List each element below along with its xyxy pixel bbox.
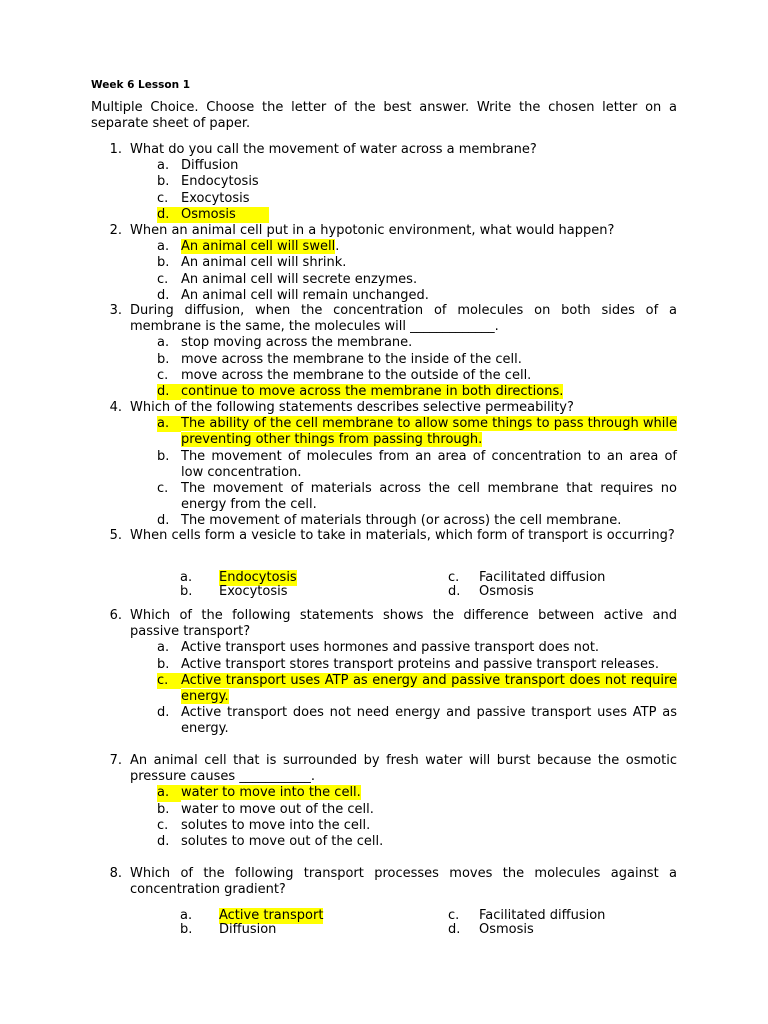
option-text: solutes to move into the cell. [181, 817, 371, 833]
option-c [157, 817, 677, 834]
option-text-highlighted: An animal cell will swell [181, 239, 336, 255]
question-1 [91, 142, 677, 223]
option-text: Exocytosis [181, 190, 250, 206]
question-number: 1. [109, 142, 122, 157]
question-4 [91, 400, 677, 530]
question-2 [91, 223, 677, 304]
option-suffix: . [335, 239, 340, 255]
option-d-highlighted [157, 206, 269, 223]
instructions: Multiple Choice. Choose the letter of the best answer. Write the chosen letter on a separate sheet of paper. [91, 100, 677, 132]
option-letter: c. [157, 367, 169, 383]
question-number: 2. [109, 223, 122, 238]
options-grid [91, 570, 677, 604]
page-title: Week 6 Lesson 1 [91, 79, 191, 91]
option-text: continue to move across the membrane in both directions. [181, 384, 564, 400]
option-letter: b. [180, 922, 193, 937]
option-text: move across the membrane to the inside of the cell. [181, 351, 522, 367]
option-b [157, 448, 677, 481]
option-text: Facilitated diffusion [479, 570, 606, 585]
question-number: 4. [109, 400, 122, 415]
option-letter: c. [157, 817, 169, 833]
option-letter: c. [157, 271, 169, 287]
option-text: Diffusion [181, 158, 239, 174]
option-letter: b. [157, 801, 170, 817]
question-number: 7. [109, 753, 122, 768]
option-letter: b. [180, 584, 193, 599]
question-3 [91, 303, 677, 400]
option-b [157, 351, 677, 368]
option-text: An animal cell will shrink. [181, 255, 347, 271]
question-text: Which of the following statements shows the difference between active and passive transport? [130, 608, 677, 640]
option-c [157, 481, 677, 513]
question-6 [91, 608, 677, 738]
question-number: 8. [109, 866, 122, 881]
option-text: Osmosis [181, 206, 236, 222]
option-d-highlighted [157, 384, 677, 400]
option-b [157, 801, 677, 818]
question-number: 3. [109, 303, 122, 318]
option-text: Active transport uses hormones and passive transport does not. [181, 640, 600, 656]
option-b [157, 255, 677, 271]
option-letter: a. [157, 335, 170, 351]
option-a [157, 335, 677, 351]
option-letter: a. [157, 640, 170, 656]
option-text: An animal cell will remain unchanged. [181, 287, 429, 303]
option-text: stop moving across the membrane. [181, 335, 413, 351]
question-text: Which of the following statements describes selective permeability? [130, 400, 574, 415]
option-a [157, 239, 677, 255]
option-a-highlighted [157, 785, 677, 801]
question-text: When cells form a vesicle to take in materials, which form of transport is occurring? [130, 528, 675, 543]
option-text-highlighted: Active transport [219, 908, 324, 923]
option-letter: c. [157, 190, 169, 206]
option-c [157, 367, 677, 384]
option-text: The ability of the cell membrane to allow some things to pass through while preventing other things from passing through. [181, 416, 677, 448]
option-letter: d. [157, 513, 170, 529]
option-text: The movement of materials across the cell membrane that requires no energy from the cell. [181, 481, 677, 513]
option-text: Osmosis [479, 922, 534, 937]
option-b [157, 174, 677, 190]
question-number: 6. [109, 608, 122, 623]
option-text: water to move into the cell. [181, 785, 361, 801]
option-d [157, 287, 677, 304]
option-c [157, 271, 677, 288]
option-text: water to move out of the cell. [181, 801, 374, 817]
question-text: An animal cell that is surrounded by fresh water will burst because the osmotic pressure causes ___________. [130, 753, 677, 785]
option-text-highlighted: Endocytosis [219, 570, 297, 585]
option-letter: a. [157, 239, 170, 255]
option-letter: d. [157, 834, 170, 850]
option-letter: d. [157, 705, 170, 721]
option-d [157, 705, 677, 737]
question-7 [91, 753, 677, 850]
question-text: During diffusion, when the concentration of molecules on both sides of a membrane is the same, the molecules will _____________. [130, 303, 677, 335]
option-letter: c. [157, 673, 181, 689]
option-b [157, 656, 677, 673]
option-letter: b. [157, 255, 170, 271]
option-text: Diffusion [219, 922, 277, 937]
option-a [157, 158, 677, 174]
option-letter: a. [157, 416, 181, 432]
question-8 [91, 866, 677, 898]
option-letter: b. [157, 351, 170, 367]
option-text: Facilitated diffusion [479, 908, 606, 923]
option-letter: b. [157, 448, 170, 464]
question-text: What do you call the movement of water across a membrane? [130, 142, 537, 157]
option-text: Active transport uses ATP as energy and passive transport does not require energy. [181, 672, 677, 705]
option-a-highlighted [157, 416, 677, 448]
options-grid [91, 908, 677, 942]
option-letter: b. [157, 656, 170, 672]
option-text: The movement of molecules from an area of concentration to an area of low concentration. [181, 448, 677, 480]
option-c-highlighted [157, 672, 677, 705]
option-letter: a. [157, 158, 170, 174]
option-c [157, 190, 677, 207]
option-letter: a. [180, 570, 193, 585]
option-text: An animal cell will secrete enzymes. [181, 271, 418, 287]
option-text: Exocytosis [219, 584, 288, 599]
option-letter: d. [157, 287, 170, 303]
option-text: Endocytosis [181, 174, 259, 190]
option-text: move across the membrane to the outside of the cell. [181, 367, 532, 383]
option-text: The movement of materials through (or across) the cell membrane. [181, 513, 622, 529]
question-number: 5. [109, 528, 122, 543]
option-letter: a. [157, 785, 181, 801]
option-text: Osmosis [479, 584, 534, 599]
option-letter: b. [157, 174, 170, 190]
question-text: When an animal cell put in a hypotonic environment, what would happen? [130, 223, 615, 238]
question-5 [91, 528, 677, 544]
option-letter: d. [448, 922, 461, 937]
option-text: Active transport does not need energy and passive transport uses ATP as energy. [181, 705, 677, 737]
option-text: Active transport stores transport proteins and passive transport releases. [181, 656, 659, 672]
option-letter: d. [157, 207, 181, 223]
option-d [157, 834, 677, 850]
option-letter: d. [448, 584, 461, 599]
option-letter: c. [448, 908, 460, 923]
option-a [157, 640, 677, 656]
option-text: solutes to move out of the cell. [181, 834, 384, 850]
option-letter: a. [180, 908, 193, 923]
option-letter: c. [157, 481, 169, 497]
option-letter: d. [157, 384, 181, 400]
question-text: Which of the following transport processes moves the molecules against a concentration gradient? [130, 866, 677, 898]
option-letter: c. [448, 570, 460, 585]
